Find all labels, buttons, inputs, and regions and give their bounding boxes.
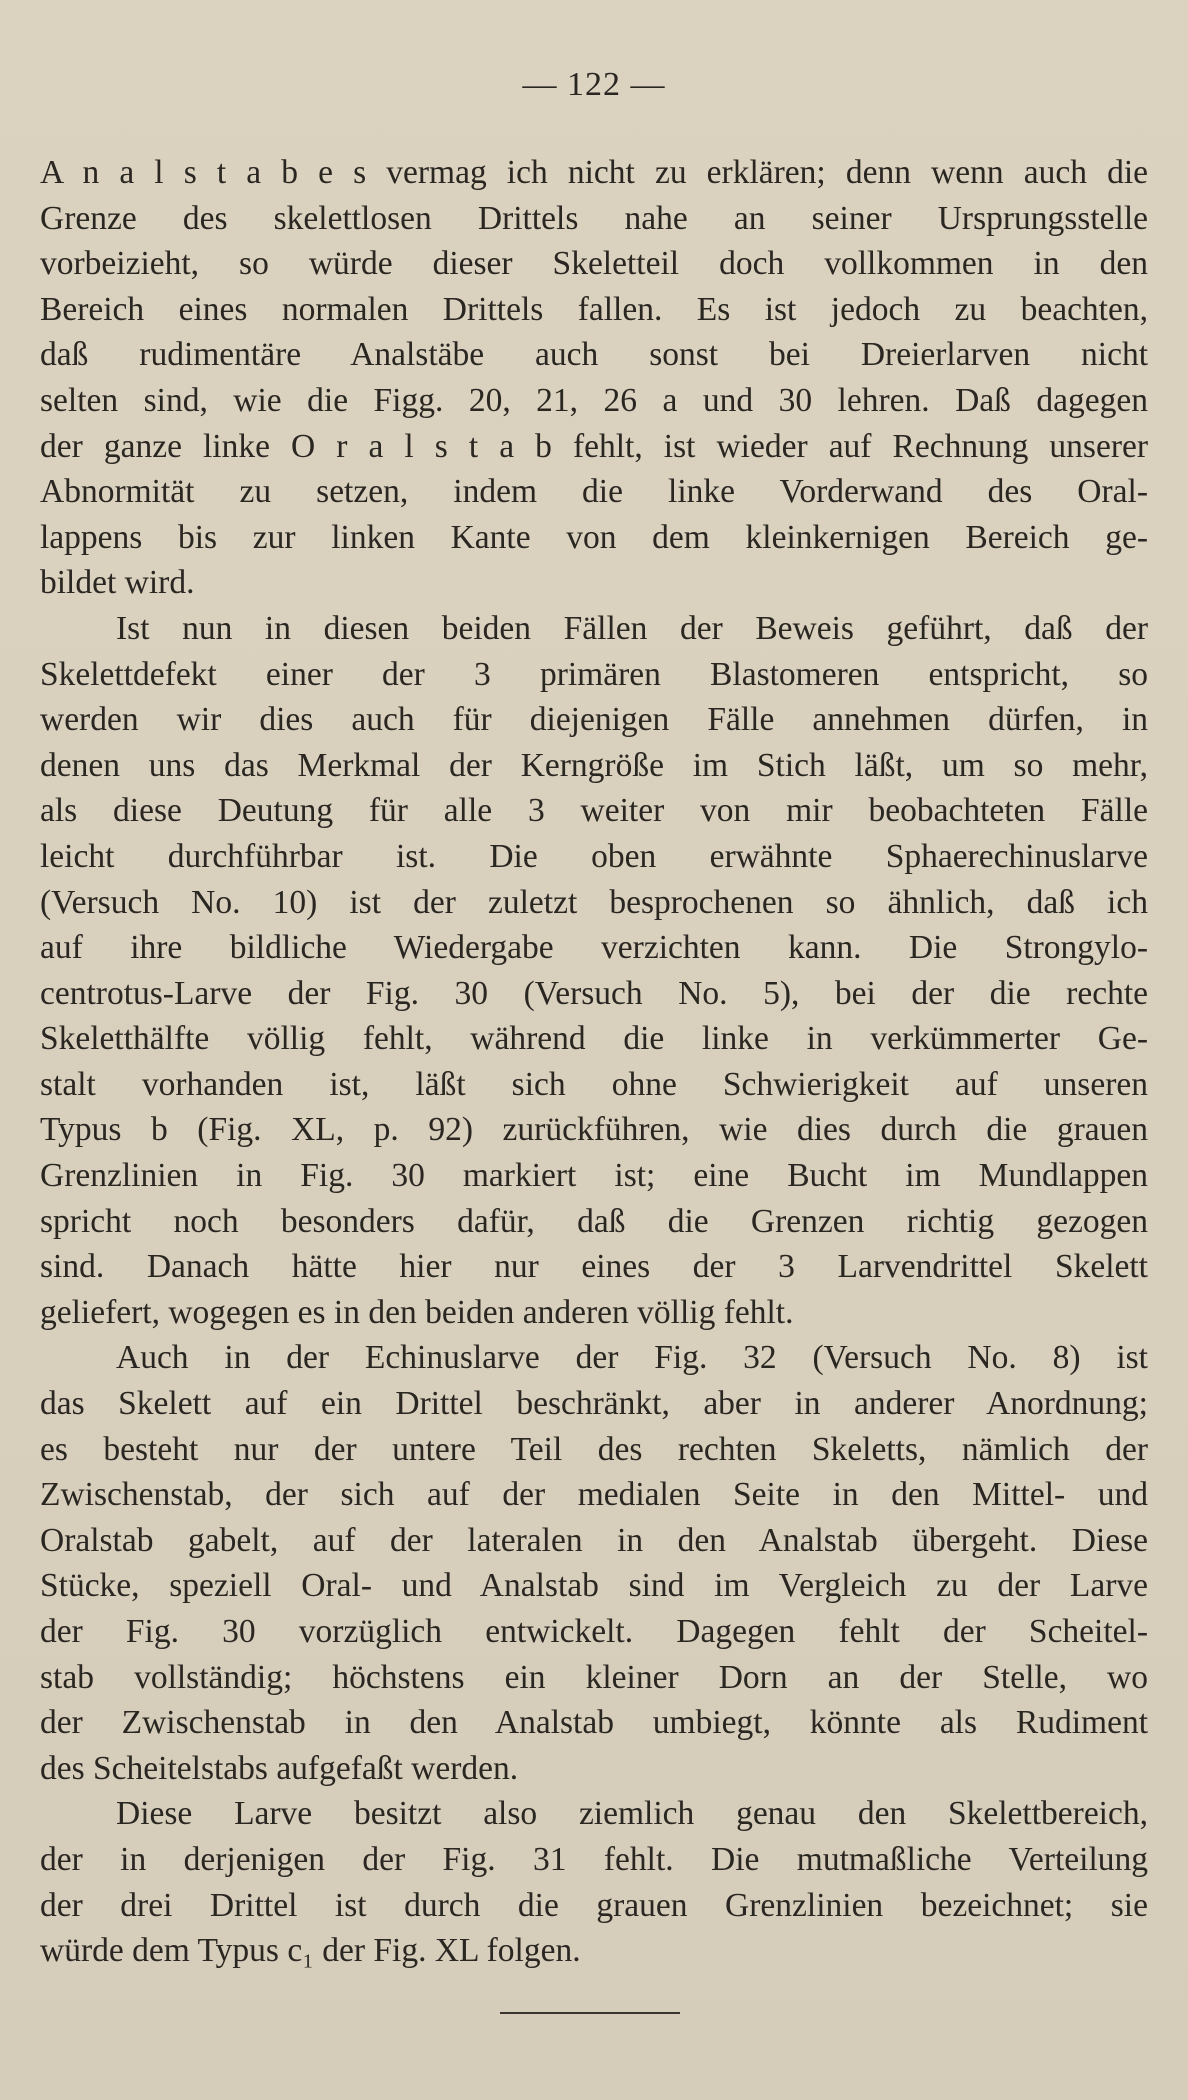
text-line: würde dem Typus c₁ der Fig. XL folgen. (40, 1932, 581, 1970)
end-rule (500, 2012, 680, 2014)
text-line: sind. Danach hätte hier nur eines der 3 Larvendrittel Skelett (40, 1248, 1148, 1286)
text-line: stab vollständig; höchstens ein kleiner Dorn an der Stelle, wo (40, 1658, 1148, 1696)
text-line: bildet wird. (40, 564, 195, 602)
text-line: stalt vorhanden ist, läßt sich ohne Schwierigkeit auf unseren (40, 1065, 1148, 1103)
text-line: es besteht nur der untere Teil des rechten Skeletts, nämlich der (40, 1430, 1148, 1468)
text-line: daß rudimentäre Analstäbe auch sonst bei Dreierlarven nicht (40, 336, 1148, 374)
text-line: Bereich eines normalen Drittels fallen. Es ist jedoch zu beachten, (40, 290, 1148, 328)
text-line: Grenzlinien in Fig. 30 markiert ist; eine Bucht im Mundlappen (40, 1157, 1148, 1195)
text-line: spricht noch besonders dafür, daß die Grenzen richtig gezogen (40, 1202, 1148, 1240)
text-line: Auch in der Echinuslarve der Fig. 32 (Versuch No. 8) ist (116, 1339, 1148, 1377)
text-line: Stücke, speziell Oral- und Analstab sind im Vergleich zu der Larve (40, 1567, 1148, 1605)
text-line: geliefert, wogegen es in den beiden anderen völlig fehlt. (40, 1293, 794, 1331)
text-line: der ganze linke O r a l s t a b fehlt, ist wieder auf Rechnung unserer (40, 427, 1148, 465)
text-line: (Versuch No. 10) ist der zuletzt besprochenen so ähnlich, daß ich (40, 883, 1148, 921)
text-line: Skeletthälfte völlig fehlt, während die linke in verkümmerter Ge- (40, 1020, 1148, 1058)
text-line: Diese Larve besitzt also ziemlich genau den Skelettbereich, (116, 1795, 1148, 1833)
text-line: Grenze des skelettlosen Drittels nahe an seiner Ursprungsstelle (40, 199, 1148, 237)
text-line: der drei Drittel ist durch die grauen Grenzlinien bezeichnet; sie (40, 1886, 1148, 1924)
text-line: als diese Deutung für alle 3 weiter von mir beobachteten Fälle (40, 792, 1148, 830)
text-line: vorbeizieht, so würde dieser Skeletteil doch vollkommen in den (40, 245, 1148, 283)
text-line: der Zwischenstab in den Analstab umbiegt, könnte als Rudiment (40, 1704, 1148, 1742)
text-line: centrotus-Larve der Fig. 30 (Versuch No. 5), bei der die rechte (40, 974, 1148, 1012)
body-text (40, 150, 1148, 1974)
text-line: selten sind, wie die Figg. 20, 21, 26 a und 30 lehren. Daß dagegen (40, 381, 1148, 419)
text-line: Abnormität zu setzen, indem die linke Vorderwand des Oral- (40, 473, 1148, 511)
text-line: das Skelett auf ein Drittel beschränkt, aber in anderer Anordnung; (40, 1385, 1148, 1423)
text-line: leicht durchführbar ist. Die oben erwähnte Sphaerechinuslarve (40, 837, 1148, 875)
text-line: denen uns das Merkmal der Kerngröße im Stich läßt, um so mehr, (40, 746, 1148, 784)
text-line: der in derjenigen der Fig. 31 fehlt. Die mutmaßliche Verteilung (40, 1840, 1148, 1878)
text-line: Ist nun in diesen beiden Fällen der Beweis geführt, daß der (116, 609, 1148, 647)
text-line: auf ihre bildliche Wiedergabe verzichten kann. Die Strongylo- (40, 929, 1148, 967)
text-line: Skelettdefekt einer der 3 primären Blastomeren entspricht, so (40, 655, 1148, 693)
text-line: des Scheitelstabs aufgefaßt werden. (40, 1749, 519, 1787)
text-line: der Fig. 30 vorzüglich entwickelt. Dagegen fehlt der Scheitel- (40, 1613, 1148, 1650)
text-line: werden wir dies auch für diejenigen Fälle annehmen dürfen, in (40, 701, 1148, 739)
text-line: Oralstab gabelt, auf der lateralen in den Analstab übergeht. Diese (40, 1521, 1148, 1559)
text-line: Typus b (Fig. XL, p. 92) zurückführen, wie dies durch die grauen (40, 1111, 1148, 1149)
page-number: — 122 — (522, 66, 666, 103)
text-line: Zwischenstab, der sich auf der medialen Seite in den Mittel- und (40, 1476, 1148, 1514)
text-line: A n a l s t a b e s vermag ich nicht zu erklären; denn wenn auch die (40, 154, 1148, 191)
text-line: lappens bis zur linken Kante von dem kleinkernigen Bereich ge- (40, 518, 1148, 556)
